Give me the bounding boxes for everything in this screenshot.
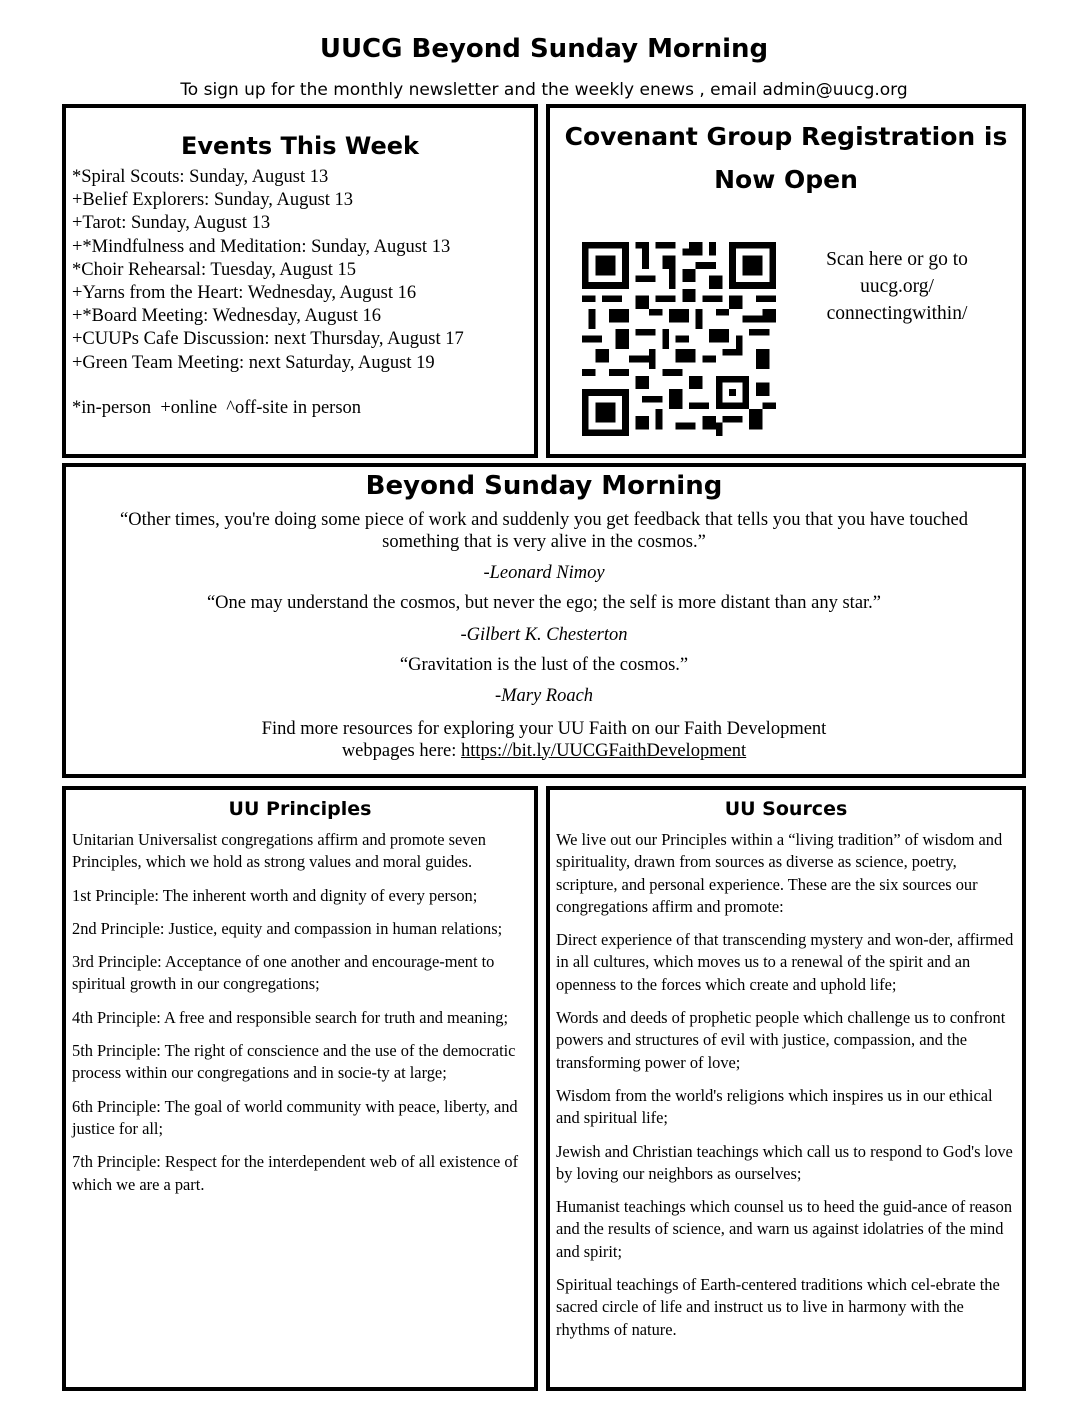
events-legend: *in-person +online ^off-site in person xyxy=(72,397,362,418)
quote-text: “One may understand the cosmos, but never the ego; the self is more distant than any star.” xyxy=(206,593,882,613)
principle-paragraph: 3rd Principle: Acceptance of one another and encourage-ment to spiritual growth in our congregations; xyxy=(72,952,495,994)
resources-prefix: webpages here: xyxy=(341,740,461,761)
scan-url-line: connectingwithin/ xyxy=(826,303,968,324)
source-paragraph: Wisdom from the world's religions which inspires us in our ethical and spiritual life; xyxy=(556,1085,993,1128)
principle-paragraph: 2nd Principle: Justice, equity and compassion in human relations; xyxy=(72,918,503,938)
qr-code-icon[interactable] xyxy=(582,242,776,436)
quote-text: “Gravitation is the lust of the cosmos.” xyxy=(399,654,689,675)
sources-box xyxy=(546,786,1026,1391)
beyond-heading: Beyond Sunday Morning xyxy=(365,471,723,501)
scan-line: Scan here or go to xyxy=(826,249,968,270)
scan-url-line: uucg.org/ xyxy=(860,276,934,297)
scan-instructions xyxy=(802,246,992,327)
source-paragraph: Jewish and Christian teachings which call us to respond to God's love by loving our neighbors as ourselves; xyxy=(556,1141,1013,1183)
source-paragraph: Direct experience of that transcending mystery and won-der, affirmed in all cultures, which moves us to a renewal of the spirit and an openness to the forces which create and uphold life; xyxy=(556,930,1014,994)
source-paragraph: Words and deeds of prophetic people which challenge us to confront powers and structures of evil with justice, compassion, and the transforming power of love; xyxy=(556,1008,1006,1072)
principles-box xyxy=(62,786,538,1391)
principles-heading: UU Principles xyxy=(228,798,372,820)
resources-line: Find more resources for exploring your UU Faith on our Faith Development xyxy=(261,719,827,739)
event-item: *Spiral Scouts: Sunday, August 13 xyxy=(72,167,329,187)
principle-paragraph: 4th Principle: A free and responsible search for truth and meaning; xyxy=(72,1007,509,1027)
principle-paragraph: 5th Principle: The right of conscience and the use of the democratic process within our congregations and in socie-ty at large; xyxy=(72,1041,516,1083)
event-item: +*Mindfulness and Meditation: Sunday, August 13 xyxy=(72,236,451,257)
resources-line2 xyxy=(106,741,982,763)
source-paragraph: Humanist teachings which counsel us to heed the guid-ance of reason and the results of science, and warn us against idolatries of the mind and spirit; xyxy=(556,1197,1013,1261)
beyond-sunday-box xyxy=(62,463,1026,778)
events-heading: Events This Week xyxy=(181,132,419,160)
quote-author: -Leonard Nimoy xyxy=(483,563,605,583)
event-item: +Green Team Meeting: next Saturday, August 19 xyxy=(72,352,435,373)
covenant-heading-line2: Now Open xyxy=(714,165,858,194)
event-item: +Yarns from the Heart: Wednesday, August 16 xyxy=(72,283,417,304)
covenant-heading xyxy=(550,115,1022,201)
event-item: *Choir Rehearsal: Tuesday, August 15 xyxy=(72,259,357,280)
resources-note xyxy=(66,719,1022,762)
quote-author: -Gilbert K. Chesterton xyxy=(460,624,628,645)
page-title: UUCG Beyond Sunday Morning xyxy=(319,34,769,64)
principle-paragraph: 7th Principle: Respect for the interdependent web of all existence of which we are a part. xyxy=(72,1152,519,1194)
quote-text: “Other times, you're doing some piece of work and suddenly you get feedback that tells you that you have touched something that is very alive in the cosmos.” xyxy=(120,510,968,552)
event-item: +CUUPs Cafe Discussion: next Thursday, August 17 xyxy=(72,329,464,350)
event-item: +Tarot: Sunday, August 13 xyxy=(72,213,271,234)
sources-heading: UU Sources xyxy=(724,798,848,820)
principle-paragraph: 1st Principle: The inherent worth and dignity of every person; xyxy=(72,885,478,905)
principle-paragraph: 6th Principle: The goal of world community with peace, liberty, and justice for all; xyxy=(72,1096,518,1138)
events-list xyxy=(66,166,534,375)
covenant-heading-line1: Covenant Group Registration is xyxy=(564,122,1008,151)
newsletter-signup-note: To sign up for the monthly newsletter and the weekly enews , email admin@uucg.org xyxy=(180,80,908,100)
source-paragraph: We live out our Principles within a “living tradition” of wisdom and spirituality, drawn from sources as diverse as science, poetry, scripture, and personal experience. These are the six sources our congregations affirm and promote: xyxy=(556,830,1003,916)
events-box xyxy=(62,104,538,458)
event-item: +*Board Meeting: Wednesday, August 16 xyxy=(72,306,382,327)
principle-paragraph: Unitarian Universalist congregations affirm and promote seven Principles, which we hold as strong values and moral guides. xyxy=(72,830,486,872)
faith-development-link[interactable]: https://bit.ly/UUCGFaithDevelopment xyxy=(460,740,747,761)
quote-author: -Mary Roach xyxy=(494,686,594,706)
covenant-box xyxy=(546,104,1026,458)
event-item: +Belief Explorers: Sunday, August 13 xyxy=(72,190,354,211)
source-paragraph: Spiritual teachings of Earth-centered traditions which cel-ebrate the sacred circle of life and instruct us to live in harmony with the rhythms of nature. xyxy=(556,1275,1000,1339)
